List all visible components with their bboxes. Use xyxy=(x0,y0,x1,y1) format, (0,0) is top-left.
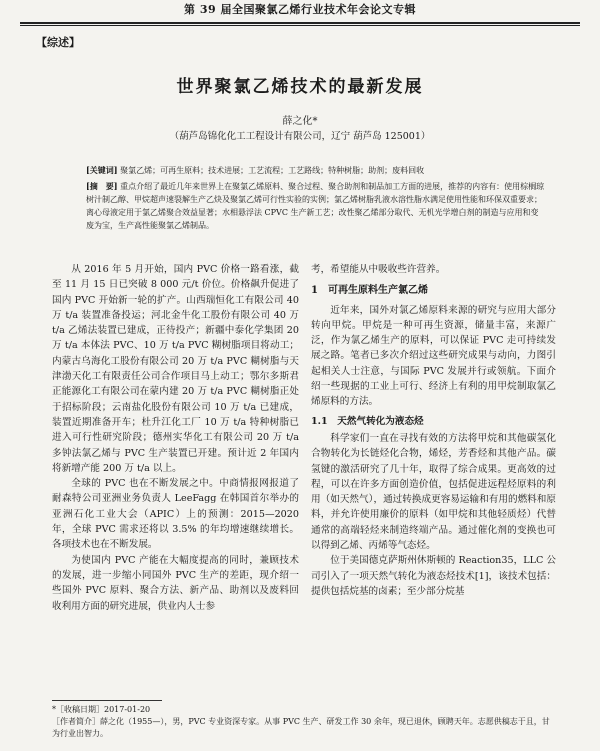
author: 薛之化* xyxy=(282,116,318,127)
section-heading: 1 可再生原料生产氯乙烯 xyxy=(311,285,428,297)
keywords-text: 聚氯乙烯；可再生原料；技术进展；工艺流程；工艺路线；特种树脂；助剂；废料回收 xyxy=(120,166,425,175)
right-column xyxy=(311,262,556,599)
paper-title: 世界聚氯乙烯技术的最新发展 xyxy=(176,77,424,97)
left-column xyxy=(52,262,299,614)
running-header: 第 39 届全国聚氯乙烯行业技术年会论文专辑 xyxy=(184,3,416,16)
footnote-author-bio: ［作者简介］薛之化（1955—），男，PVC 专业资深专家。从事 PVC 生产、研发工作 30 余年，现已退休，顾聘天年。志愿供稿志于且，甘为行业出智力。 xyxy=(52,717,550,738)
keywords-label: [关键词] xyxy=(86,165,118,175)
footnote-received: *［收稿日期］2017-01-20 xyxy=(52,705,151,714)
body-paragraph-continued: 考，希望能从中吸收些许营养。 xyxy=(311,264,446,275)
keywords xyxy=(86,164,546,177)
abstract xyxy=(86,180,546,232)
body-paragraph: 近年来，国外对氯乙烯原料来源的研究与应用大部分转向甲烷。甲烷是一种可再生资源，储量丰富，来源广泛，作为氯乙烯生产的原料，可以保证 PVC 走可持续发展之路。笔者已多次介绍过这些研究成果与动向，力图引起相关人士注意，与国际 PVC 发展并行或领航。下面介绍一些现据的工业上可行、经济上有利的用甲烷制取氯乙烯原料的方法。 xyxy=(311,304,556,408)
body-paragraph: 全球的 PVC 也在不断发展之中。中商情报网报道了耐森特公司亚洲业务负责人 LeeFagg 在韩国首尔举办的亚洲石化工业大会（APIC）上的预测：2015—2020 年，全球 PVC 需求还将以 3.5% 的年均增速继续增长。各项技术也在不断发展。 xyxy=(52,478,299,551)
body-paragraph: 为使国内 PVC 产能在大幅度提高的同时，兼顾技术的发展，进一步缩小同国外 PVC 生产的差距，现介绍一些国外 PVC 原料、聚合方法、新产品、助剂以及废料回收利用方面的研究进展，供业内人士参 xyxy=(52,554,299,612)
abstract-text: 重点介绍了最近几年来世界上在聚氯乙烯原料、聚合过程、聚合助剂和制品加工方面的进展，推荐的内容有：使用棕榈琼树汁制乙醇、甲烷超声速裂解生产乙炔及聚氯乙烯可行性实验的实例；氯乙烯树脂乳液水溶性脂水满足使用性能和环保双重要求；离心母液定用于氯乙烯聚合效益显著；水相悬浮法 CPVC 生产新工艺；改性聚乙烯部分取代、无机光学增白剂的制造与应用和变废为宝，生产高性能聚氯乙烯制品。 xyxy=(86,182,545,230)
abstract-label: [摘 要] xyxy=(86,181,118,191)
subsection-heading: 1.1 天然气转化为液态烃 xyxy=(311,415,424,427)
header-rule xyxy=(20,22,580,24)
header-rule-thin xyxy=(20,25,580,26)
body-paragraph: 位于美国德克萨斯州休斯顿的 Reaction35，LLC 公司引入了一项天然气转化为液态烃技术[1]，该技术包括：提供包括烷基的卤素；至少部分烷基 xyxy=(311,555,556,597)
footnote-rule xyxy=(52,700,162,701)
body-paragraph: 从 2016 年 5 月开始，国内 PVC 价格一路看涨，截至 11 月 15 日已突破 8 000 元/t 价位。价格飙升促进了国内 PVC 开始新一轮的扩产。山西瑞恒化工有限公司 40 万 t/a 装置准备投运；河北金牛化工股份有限公司 40 万 t/a 乙烯法装置已建成，正待投产；新疆中泰化学集团 20 万 t/a 本体法 PVC、10 万 t/a PVC 糊树脂项目将动工；内蒙古乌海化工股份有限公司 20 万 t/a PVC 糊树脂与天津渤天化工有限责任公司合作项目马上动工；鄂尔多斯君正能源化工有限公司在蒙内建 20 万 t/a PVC 糊树脂正处于招标阶段；云南盐化股份有限公司 10 万 t/a 已建成，装置近期准备开车；杜升江化工厂 10 万 t/a 特种树脂已进入可行性研究阶段；德州实华化工有限公司 20 万 t/a 多钟法氯乙烯与 PVC 生产装置已开建。预计近 2 年国内将新增产能 200 万 t/a 以上。 xyxy=(52,264,299,474)
affiliation: （葫芦岛锦化化工工程设计有限公司，辽宁 葫芦岛 125001） xyxy=(169,131,431,142)
body-paragraph: 科学家们一直在寻找有效的方法将甲烷和其他碳氢化合物转化为长链烃化合物，烯烃，芳香烃和其他产品。碳氢键的激活研究了几十年，取得了综合成果。更高效的过程，可以在许多方面创造价值，包括促进远程烃原料的利用（如天然气），通过转换成更容易运输和有用的燃料和原料，并允许使用廉价的原料（如甲烷和其他轻质烃）代替通常的高端轻烃来制造终端产品。通过催化剂的变换也可以得到乙烯、丙烯等气态烃。 xyxy=(311,432,556,552)
section-tag: 【综述】 xyxy=(36,36,80,49)
